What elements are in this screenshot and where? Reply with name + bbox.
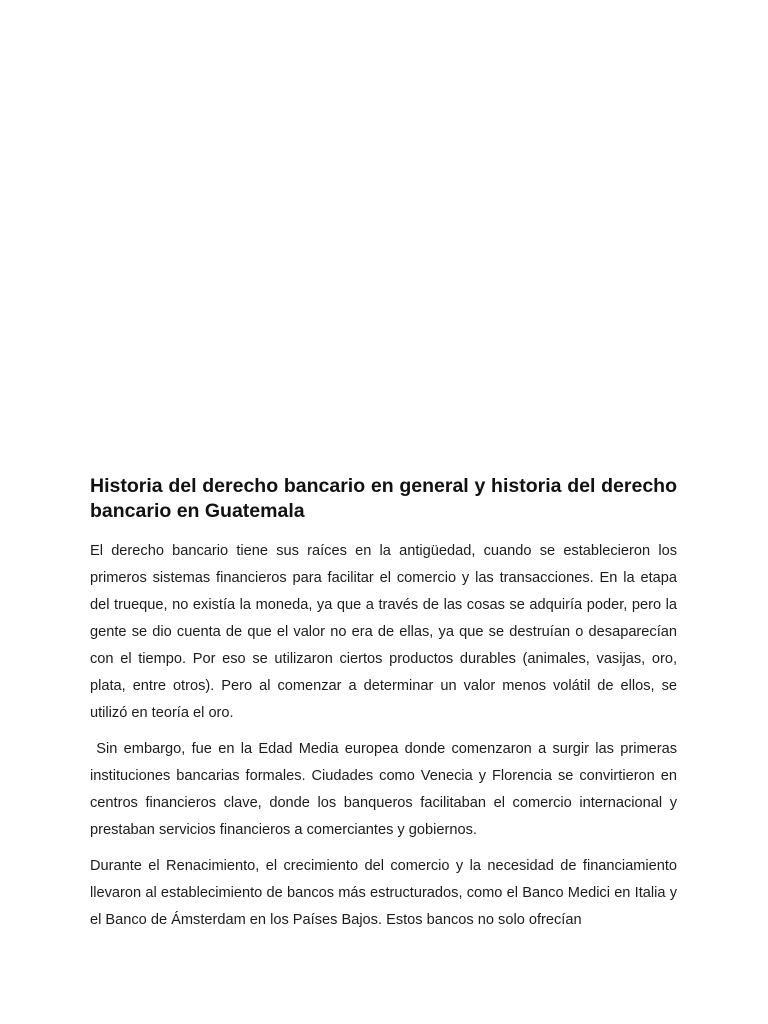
document-body [90, 474, 682, 934]
document-title: Historia del derecho bancario en general y historia del derecho bancario en Guatemala [90, 475, 677, 522]
paragraph-antiguedad: El derecho bancario tiene sus raíces en la antigüedad, cuando se establecieron los primeros sistemas financieros para facilitar el comercio y las transacciones. En la etapa del trueque, no existía la moneda, ya que a través de las cosas se adquiría poder, pero la gente se dio cuenta de que el valor no era de ellas, ya que se destruían o desaparecían con el tiempo. Por eso se utilizaron ciertos productos durables (animales, vasijas, oro, plata, entre otros). Pero al comenzar a determinar un valor menos volátil de ellos, se utilizó en teoría el oro. [90, 543, 677, 721]
paragraph-edad-media: Sin embargo, fue en la Edad Media europea donde comenzaron a surgir las primeras instituciones bancarias formales. Ciudades como Venecia y Florencia se convirtieron en centros financieros clave, donde los banqueros facilitaban el comercio internacional y prestaban servicios financieros a comerciantes y gobiernos. [90, 741, 682, 838]
paragraph-renacimiento: Durante el Renacimiento, el crecimiento del comercio y la necesidad de financiamiento llevaron al establecimiento de bancos más estructurados, como el Banco Medici en Italia y el Banco de Ámsterdam en los Países Bajos. Estos bancos no solo ofrecían [90, 858, 677, 928]
